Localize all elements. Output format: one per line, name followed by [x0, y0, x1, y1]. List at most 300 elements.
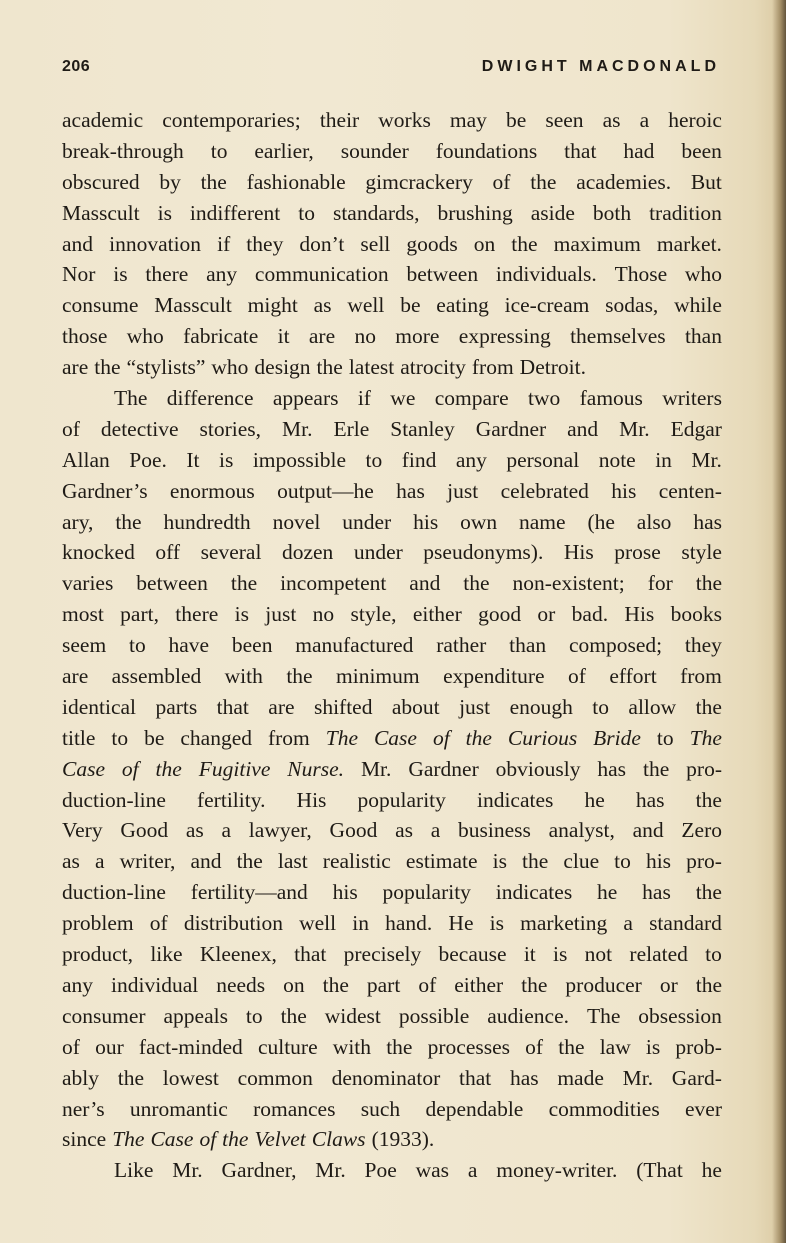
word: like: [150, 942, 183, 967]
word: under: [342, 509, 392, 534]
word: clue: [563, 849, 600, 874]
word: and: [632, 818, 664, 843]
text-line: [62, 1094, 722, 1125]
word: to: [128, 633, 146, 658]
word: famous: [579, 386, 643, 411]
word: producer: [565, 972, 642, 997]
word: law: [599, 1034, 631, 1059]
word: innovation: [109, 231, 202, 256]
word: that: [564, 138, 597, 163]
word: style: [681, 540, 722, 565]
word: he: [597, 880, 618, 905]
word: and: [409, 571, 441, 596]
word: Poe: [364, 1158, 397, 1183]
word: design: [254, 355, 311, 380]
word: that: [294, 942, 327, 967]
text-line: [62, 445, 722, 476]
word: Mr.: [691, 447, 722, 472]
word: expenditure: [443, 664, 545, 689]
word: be: [506, 108, 527, 132]
word: common: [237, 1065, 313, 1090]
word: between: [406, 262, 479, 287]
text-line: [62, 476, 722, 507]
word: from: [267, 725, 310, 750]
word: Case: [150, 1127, 194, 1152]
word: romances: [253, 1096, 336, 1121]
text-line: [62, 970, 722, 1001]
word: and: [567, 416, 599, 441]
word: the: [695, 694, 722, 719]
word: popularity: [357, 787, 446, 812]
word: widest: [324, 1003, 381, 1028]
word: than: [509, 633, 547, 658]
text-line: [62, 568, 722, 599]
word: indicates: [476, 787, 554, 812]
word: tradition: [649, 200, 722, 225]
word: has: [509, 1065, 539, 1090]
word: Velvet: [254, 1127, 306, 1152]
word: also: [636, 509, 672, 534]
text-line: [62, 630, 722, 661]
word: academic: [62, 108, 144, 132]
word: academies.: [576, 169, 672, 194]
word: are: [308, 324, 336, 349]
word: marketing: [520, 911, 608, 936]
word: hand.: [385, 911, 433, 936]
word: don’t: [299, 231, 345, 256]
word: consumer: [62, 1003, 146, 1028]
word: aside: [530, 200, 575, 225]
text-line: [62, 352, 722, 383]
word: heroic: [668, 108, 722, 132]
text-line: [62, 167, 722, 198]
word: business: [458, 818, 531, 843]
word: Like: [114, 1158, 154, 1183]
word: the: [236, 849, 263, 874]
text-line: [62, 1124, 722, 1155]
word: who: [684, 262, 722, 287]
word: has: [396, 478, 425, 503]
word: contemporaries;: [162, 108, 301, 132]
text-line: [62, 537, 722, 568]
word: the: [155, 756, 182, 781]
word: those: [62, 324, 108, 349]
word: prose: [614, 540, 661, 565]
word: be: [400, 293, 421, 318]
word: is: [219, 447, 234, 472]
word: Claws: [311, 1127, 366, 1152]
word: a: [221, 818, 232, 843]
word: realistic: [322, 849, 391, 874]
word: brushing: [437, 200, 513, 225]
word: we: [390, 386, 416, 411]
word: more: [395, 324, 440, 349]
word: a: [94, 849, 105, 874]
text-line: [62, 414, 722, 445]
word: Gardner: [475, 416, 547, 441]
word: been: [231, 633, 273, 658]
word: Zero: [681, 818, 722, 843]
word: the: [695, 880, 722, 905]
word: is: [234, 602, 249, 627]
word: no: [312, 602, 335, 627]
word: foundations: [435, 138, 538, 163]
word: the: [200, 169, 227, 194]
word: (he: [587, 509, 615, 534]
word: in: [352, 911, 369, 936]
word: seen: [545, 108, 584, 132]
word: the: [521, 849, 549, 874]
word: the: [463, 571, 490, 596]
word: Mr.: [315, 1158, 346, 1183]
word: Mr.: [360, 756, 392, 781]
word: The: [586, 1003, 621, 1028]
word: to: [298, 200, 315, 225]
word: the: [465, 725, 492, 750]
word: enormous: [169, 478, 255, 503]
word: not: [584, 942, 613, 967]
word: between: [136, 571, 208, 596]
word: has: [635, 787, 665, 812]
word: good: [478, 602, 522, 627]
word: or: [537, 602, 556, 627]
word: on: [473, 231, 496, 256]
text-line: [62, 136, 722, 167]
word: (1933).: [371, 1127, 435, 1152]
word: individuals.: [495, 262, 597, 287]
word: to: [210, 138, 228, 163]
word: composed;: [568, 633, 663, 658]
text-line: [62, 785, 722, 816]
word: The: [689, 725, 722, 750]
word: lowest: [162, 1065, 219, 1090]
word: than: [684, 324, 722, 349]
word: that: [216, 694, 249, 719]
word: any: [206, 262, 238, 287]
word: themselves: [570, 324, 666, 349]
word: appeals: [163, 1003, 228, 1028]
word: pseudonyms).: [423, 540, 544, 565]
word: But: [690, 169, 722, 194]
word: compare: [434, 386, 509, 411]
word: standard: [649, 911, 722, 936]
word: enough: [509, 694, 573, 719]
word: novel: [272, 509, 321, 534]
word: the: [322, 972, 349, 997]
word: estimate: [405, 849, 478, 874]
word: is: [489, 911, 504, 936]
word: allow: [628, 694, 677, 719]
word: title: [62, 725, 96, 750]
word: who: [211, 355, 249, 380]
word: several: [200, 540, 262, 565]
word: audience.: [487, 1003, 570, 1028]
word: was: [415, 1158, 450, 1183]
word: goods: [406, 231, 458, 256]
word: He: [448, 911, 474, 936]
word: Allan: [62, 447, 110, 472]
word: (That: [636, 1158, 683, 1183]
word: works: [378, 108, 431, 132]
word: might: [247, 293, 298, 318]
word: output—he: [277, 478, 374, 503]
word: and: [62, 231, 94, 256]
word: any: [62, 972, 94, 997]
word: of: [199, 1127, 217, 1152]
word: to: [705, 942, 722, 967]
word: has: [693, 509, 722, 534]
word: precisely: [343, 942, 422, 967]
word: the: [386, 1034, 413, 1059]
word: of: [567, 664, 586, 689]
word: Mr.: [172, 1158, 203, 1183]
word: Detroit.: [519, 355, 586, 380]
word: expressing: [458, 324, 551, 349]
word: for: [647, 571, 673, 596]
text-line: [62, 1001, 722, 1032]
word: difference: [166, 386, 254, 411]
word: possible: [398, 1003, 470, 1028]
word: are: [62, 355, 89, 380]
word: manufactured: [295, 633, 414, 658]
text-line: [62, 815, 722, 846]
word: had: [623, 138, 655, 163]
word: on: [283, 972, 305, 997]
word: who: [126, 324, 164, 349]
word: Those: [614, 262, 668, 287]
word: The: [112, 1127, 145, 1152]
word: communication: [254, 262, 389, 287]
word: a: [639, 108, 650, 132]
word: His: [624, 602, 655, 627]
word: from: [471, 355, 514, 380]
word: to: [592, 694, 609, 719]
word: Gardner: [408, 756, 479, 781]
word: or: [659, 972, 678, 997]
word: there: [145, 262, 189, 287]
word: that: [458, 1065, 492, 1090]
word: are: [268, 694, 295, 719]
word: Fugitive: [198, 756, 271, 781]
word: the: [530, 169, 557, 194]
word: Edgar: [670, 416, 722, 441]
word: to: [614, 849, 631, 874]
body-text: [62, 105, 722, 1186]
word: are: [62, 664, 89, 689]
word: as: [185, 818, 204, 843]
word: a: [623, 911, 633, 936]
word: effort: [609, 664, 657, 689]
word: our: [95, 1034, 124, 1059]
word: the: [642, 756, 670, 781]
word: ice-cream: [504, 293, 590, 318]
word: by: [159, 169, 181, 194]
word: to: [656, 725, 674, 750]
word: the: [695, 571, 722, 596]
word: is: [492, 849, 507, 874]
word: of: [525, 1034, 544, 1059]
word: changed: [180, 725, 253, 750]
text-line: [62, 692, 722, 723]
word: Poe.: [129, 447, 167, 472]
word: consume: [62, 293, 139, 318]
word: Very: [62, 818, 103, 843]
word: sell: [360, 231, 391, 256]
word: Mr.: [622, 1065, 654, 1090]
word: product,: [62, 942, 134, 967]
word: hundredth: [163, 509, 251, 534]
word: It: [186, 447, 200, 472]
word: under: [353, 540, 403, 565]
text-line: [62, 846, 722, 877]
word: off: [155, 540, 181, 565]
word: The: [325, 725, 358, 750]
word: with: [224, 664, 263, 689]
word: because: [438, 942, 507, 967]
text-line: [62, 939, 722, 970]
text-line: [62, 661, 722, 692]
word: either: [412, 602, 462, 627]
word: Nor: [62, 262, 96, 287]
word: his: [611, 478, 637, 503]
word: the: [222, 1127, 249, 1152]
word: name: [519, 509, 566, 534]
word: two: [528, 386, 561, 411]
word: he: [701, 1158, 722, 1183]
word: Masscult: [62, 200, 140, 225]
word: denominator: [331, 1065, 441, 1090]
word: the: [521, 972, 548, 997]
word: Masscult: [154, 293, 232, 318]
word: it: [523, 942, 536, 967]
word: His: [296, 787, 327, 812]
word: shifted: [313, 694, 373, 719]
word: as: [602, 108, 621, 132]
word: distribution: [183, 911, 283, 936]
word: knocked: [62, 540, 135, 565]
word: culture: [257, 1034, 318, 1059]
word: if: [357, 386, 371, 411]
word: both: [592, 200, 632, 225]
word: break-through: [62, 138, 184, 163]
word: part: [366, 972, 401, 997]
word: pro-: [686, 756, 722, 781]
word: they: [246, 231, 284, 256]
text-line: [62, 229, 722, 260]
text-line: [62, 507, 722, 538]
word: indicates: [495, 880, 573, 905]
word: duction-line: [62, 880, 166, 905]
word: stories,: [199, 416, 261, 441]
word: ever: [685, 1096, 722, 1121]
word: of: [418, 972, 437, 997]
word: analyst,: [548, 818, 615, 843]
word: standards,: [332, 200, 420, 225]
word: made: [557, 1065, 604, 1090]
word: maximum: [553, 231, 641, 256]
word: and: [190, 849, 222, 874]
word: the: [316, 355, 343, 380]
word: ary,: [62, 509, 94, 534]
word: is: [157, 200, 172, 225]
word: the: [117, 1065, 145, 1090]
word: the: [280, 1003, 307, 1028]
word: minimum: [336, 664, 420, 689]
word: writer,: [119, 849, 176, 874]
word: his: [413, 509, 439, 534]
word: to: [365, 447, 383, 472]
word: Curious: [507, 725, 578, 750]
word: a: [467, 1158, 478, 1183]
word: fertility—and: [190, 880, 308, 905]
word: The: [114, 386, 148, 411]
word: either: [454, 972, 504, 997]
word: his: [332, 880, 358, 905]
word: non-existent;: [512, 571, 625, 596]
word: has: [597, 756, 627, 781]
word: Good: [120, 818, 169, 843]
word: is: [645, 1034, 661, 1059]
word: Mr.: [281, 416, 313, 441]
word: of: [121, 756, 139, 781]
text-line: [62, 290, 722, 321]
word: Nurse.: [287, 756, 345, 781]
word: indifferent: [189, 200, 281, 225]
word: obviously: [495, 756, 581, 781]
word: identical: [62, 694, 137, 719]
word: duction-line: [62, 787, 166, 812]
word: have: [168, 633, 210, 658]
word: His: [563, 540, 594, 565]
word: of: [62, 416, 80, 441]
word: with: [332, 1034, 372, 1059]
word: popularity: [382, 880, 471, 905]
word: part,: [120, 602, 159, 627]
word: there: [175, 602, 219, 627]
word: Stanley: [390, 416, 455, 441]
word: Kleenex,: [199, 942, 277, 967]
text-line: [62, 383, 722, 414]
text-line: [62, 1155, 722, 1186]
word: pro-: [686, 849, 722, 874]
text-line: [62, 908, 722, 939]
text-line: [62, 321, 722, 352]
word: no: [354, 324, 376, 349]
text-line: [62, 1063, 722, 1094]
word: well: [347, 293, 385, 318]
word: obscured: [62, 169, 140, 194]
text-line: [62, 259, 722, 290]
word: atrocity: [400, 355, 466, 380]
word: style,: [350, 602, 397, 627]
word: bad.: [571, 602, 609, 627]
word: prob-: [675, 1034, 722, 1059]
word: Gard-: [671, 1065, 722, 1090]
word: such: [360, 1096, 401, 1121]
word: they: [684, 633, 722, 658]
word: may: [449, 108, 487, 132]
word: just: [459, 694, 491, 719]
word: the: [511, 231, 538, 256]
word: the: [558, 1034, 585, 1059]
word: lawyer,: [248, 818, 312, 843]
word: in: [655, 447, 672, 472]
text-line: [62, 198, 722, 229]
word: as: [62, 849, 80, 874]
word: their: [319, 108, 360, 132]
word: find: [401, 447, 437, 472]
word: eating: [436, 293, 489, 318]
